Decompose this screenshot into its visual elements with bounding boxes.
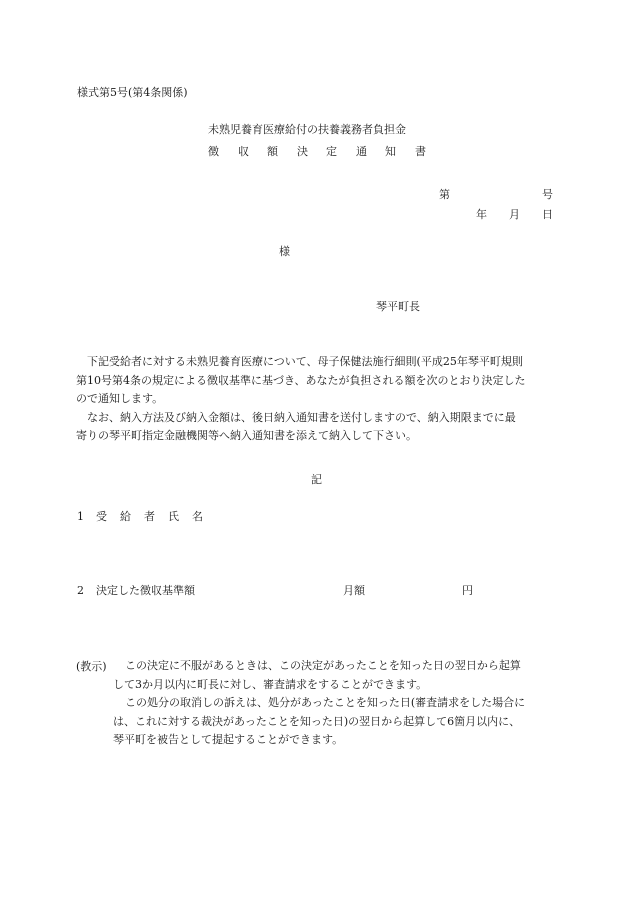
item2-yen: 円: [462, 584, 473, 597]
notice-b-line2: は、これに対する裁決があったことを知った日)の翌日から起算して6箇月以内に、: [113, 714, 521, 728]
item2-number: 2: [77, 584, 84, 597]
title-char: 通: [356, 145, 367, 158]
item2-monthly: 月額: [343, 584, 365, 597]
notice-b-line1: この処分の取消しの訴えは、処分があったことを知った日(審査請求をした場合に: [125, 696, 526, 709]
body-p2-line1: なお、納入方法及び納入金額は、後日納入通知書を送付しますので、納入期限までに最: [87, 410, 516, 424]
body-p2-line2: 寄りの琴平町指定金融機関等へ納入通知書を添えて納入して下さい。: [76, 429, 417, 442]
title-char: 徴: [208, 145, 219, 158]
title-line1: 未熟児養育医療給付の扶養義務者負担金: [208, 123, 406, 136]
body-p1-line2: 第10号第4条の規定による徴収基準に基づき、あなたが負担される額を次のとおり決定した: [76, 373, 526, 387]
body-p1-line3: ので通知します。: [76, 392, 164, 405]
title-char: 額: [267, 145, 278, 158]
addressee-suffix: 様: [279, 245, 290, 258]
title-char: 定: [326, 145, 337, 158]
body-paragraphs: [76, 353, 566, 446]
title-char: 決: [297, 145, 308, 158]
title-char: 収: [238, 145, 249, 158]
sender: 琴平町長: [376, 300, 420, 313]
form-number: 様式第5号(第4条関係): [77, 86, 188, 99]
doc-number-prefix: 第: [439, 188, 450, 201]
date-month: 月: [509, 208, 520, 221]
item1-char: 受: [96, 510, 107, 523]
notice-text-a: [113, 657, 573, 694]
date-year: 年: [476, 208, 487, 221]
notice-a-line2: して3か月以内に町長に対し、審査請求をすることができます。: [113, 677, 428, 691]
body-p1-line1: 下記受給者に対する未熟児養育医療について、母子保健法施行細則(平成25年琴平町規則: [87, 355, 523, 368]
notice-b-line3: 琴平町を被告として提起することができます。: [113, 733, 344, 746]
item1-char: 給: [120, 510, 131, 523]
item1-char: 氏: [168, 510, 179, 523]
notice-a-line1: この決定に不服があるときは、この決定があったことを知った日の翌日から起算: [125, 659, 521, 672]
title-char: 書: [415, 145, 426, 158]
ki-heading: 記: [311, 473, 322, 486]
item2-label: 決定した徴収基準額: [96, 584, 195, 597]
date-day: 日: [542, 208, 553, 221]
item1-char: 者: [144, 510, 155, 523]
doc-number-suffix: 号: [542, 188, 553, 201]
title-char: 知: [385, 145, 396, 158]
item1-char: 名: [192, 510, 203, 523]
item1-number: 1: [77, 510, 84, 523]
notice-label: (教示): [76, 660, 107, 673]
notice-text-b: [113, 694, 573, 750]
